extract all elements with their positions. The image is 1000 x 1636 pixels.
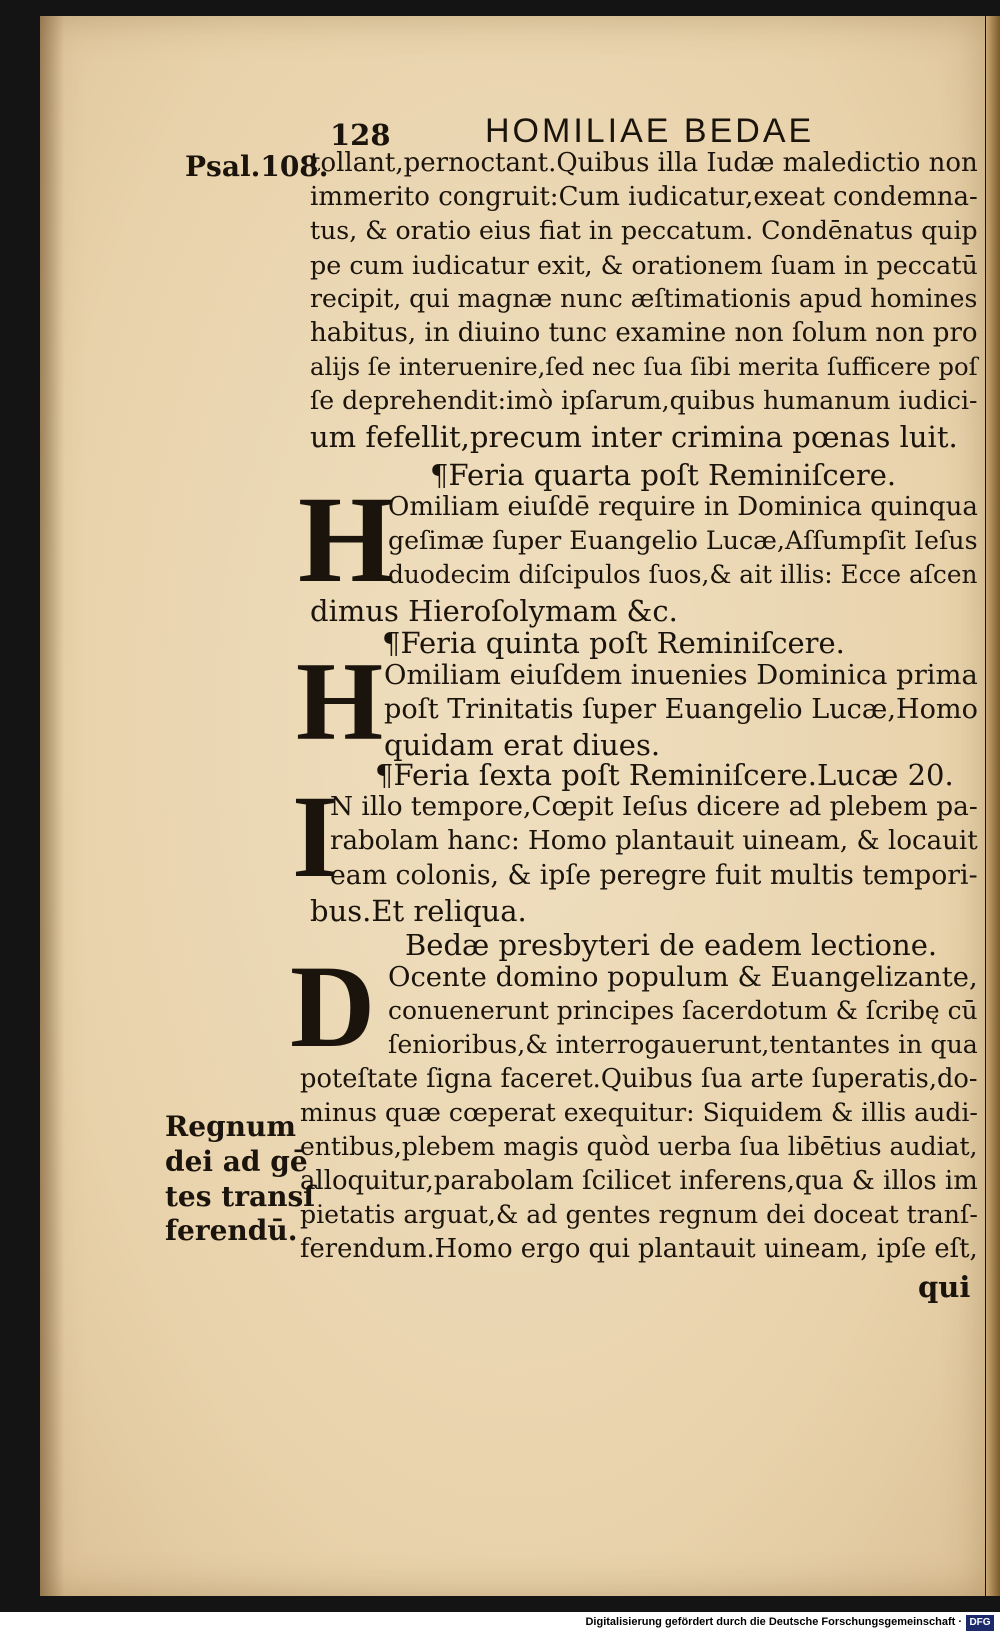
margin-note-regnum-1: Regnum bbox=[165, 1110, 297, 1143]
text-line: pietatis arguat,& ad gentes regnum dei doceat tranſ- bbox=[300, 1200, 978, 1229]
margin-note-regnum-2: dei ad gē bbox=[165, 1145, 308, 1178]
page-gutter-shadow bbox=[40, 16, 64, 1596]
section-heading-bedae: Bedæ presbyteri de eadem lectione. bbox=[405, 928, 938, 962]
text-line: habitus, in diuino tunc examine non ſolum non pro bbox=[310, 318, 978, 348]
page-number: 128 bbox=[330, 118, 391, 152]
text-line: quidam erat diues. bbox=[384, 728, 661, 762]
drop-cap-initial: D bbox=[290, 941, 376, 1072]
text-line: ſenioribus,& interrogauerunt,tentantes in qua bbox=[388, 1030, 978, 1059]
text-line: minus quæ cœperat exequitur: Siquidem & illis audi- bbox=[300, 1098, 978, 1127]
text-line: N illo tempore,Cœpit Ieſus dicere ad plebem pa- bbox=[330, 792, 978, 822]
margin-note-psalm: Psal.108. bbox=[185, 150, 329, 183]
drop-cap-initial: H bbox=[298, 471, 395, 608]
text-line: Ocente domino populum & Euangelizante, bbox=[388, 962, 978, 993]
text-line: bus.Et reliqua. bbox=[310, 894, 527, 928]
catchword: qui bbox=[918, 1270, 971, 1304]
text-line: ſe deprehendit:imò ipſarum,quibus humanum iudici- bbox=[310, 386, 978, 415]
drop-cap-initial: I bbox=[292, 771, 338, 902]
text-line: um fefellit,precum inter crimina pœnas luit. bbox=[310, 420, 958, 454]
page-edge-strip bbox=[986, 16, 1000, 1596]
text-line: poteſtate ſigna faceret.Quibus ſua arte ſuperatis,do- bbox=[300, 1064, 978, 1094]
text-line: geſimæ ſuper Euangelio Lucæ,Aſſumpſit Ieſus bbox=[388, 526, 978, 555]
text-line: Omiliam eiuſdem inuenies Dominica prima bbox=[384, 660, 978, 691]
text-line: conuenerunt principes ſacerdotum & ſcribę cū bbox=[388, 996, 978, 1025]
text-line: alloquitur,parabolam ſcilicet inferens,qua & illos im bbox=[300, 1166, 978, 1196]
footer-credit: Digitalisierung gefördert durch die Deutsche Forschungsgemeinschaft · bbox=[585, 1616, 962, 1628]
section-heading-feria-quarta: ¶Feria quarta poſt Reminiſcere. bbox=[430, 458, 897, 492]
text-line: duodecim diſcipulos ſuos,& ait illis: Ecce aſcen bbox=[388, 560, 978, 589]
text-line: alijs ſe interuenire,ſed nec ſua ſibi merita ſufficere poſ bbox=[310, 352, 978, 381]
text-line: rabolam hanc: Homo plantauit uineam, & locauit bbox=[330, 826, 978, 856]
section-heading-feria-sexta: ¶Feria ſexta poſt Reminiſcere.Lucæ 20. bbox=[375, 758, 954, 792]
section-heading-feria-quinta: ¶Feria quinta poſt Reminiſcere. bbox=[382, 626, 845, 660]
footer-bar bbox=[0, 1612, 1000, 1636]
text-line: pe cum iudicatur exit, & orationem ſuam in peccatū bbox=[310, 250, 978, 280]
text-line: ferendum.Homo ergo qui plantauit uineam, ipſe eſt, bbox=[300, 1234, 978, 1264]
text-line: eam colonis, & ipſe peregre fuit multis tempori- bbox=[330, 860, 978, 891]
text-line: tollant,pernoctant.Quibus illa Iudæ maledictio non bbox=[310, 148, 978, 178]
text-line: tus, & oratio eius fiat in peccatum. Condēnatus quip bbox=[310, 216, 978, 245]
text-line: poſt Trinitatis ſuper Euangelio Lucæ,Homo bbox=[384, 694, 978, 725]
margin-note-regnum-4: ferendū. bbox=[165, 1214, 298, 1247]
dfg-logo: DFG bbox=[966, 1615, 994, 1631]
text-line: dimus Hieroſolymam &c. bbox=[310, 594, 678, 628]
text-line: recipit, qui magnæ nunc æſtimationis apud homines bbox=[310, 284, 978, 313]
margin-note-regnum-3: tes transſ bbox=[165, 1180, 316, 1213]
text-line: Omiliam eiuſdē require in Dominica quinqua bbox=[388, 492, 978, 522]
drop-cap-initial: H bbox=[296, 640, 384, 764]
text-line: entibus,plebem magis quòd uerba ſua libētius audiat, bbox=[300, 1132, 978, 1161]
running-title: HOMILIAE BEDAE bbox=[485, 112, 815, 150]
text-line: immerito congruit:Cum iudicatur,exeat condemna- bbox=[310, 182, 978, 212]
